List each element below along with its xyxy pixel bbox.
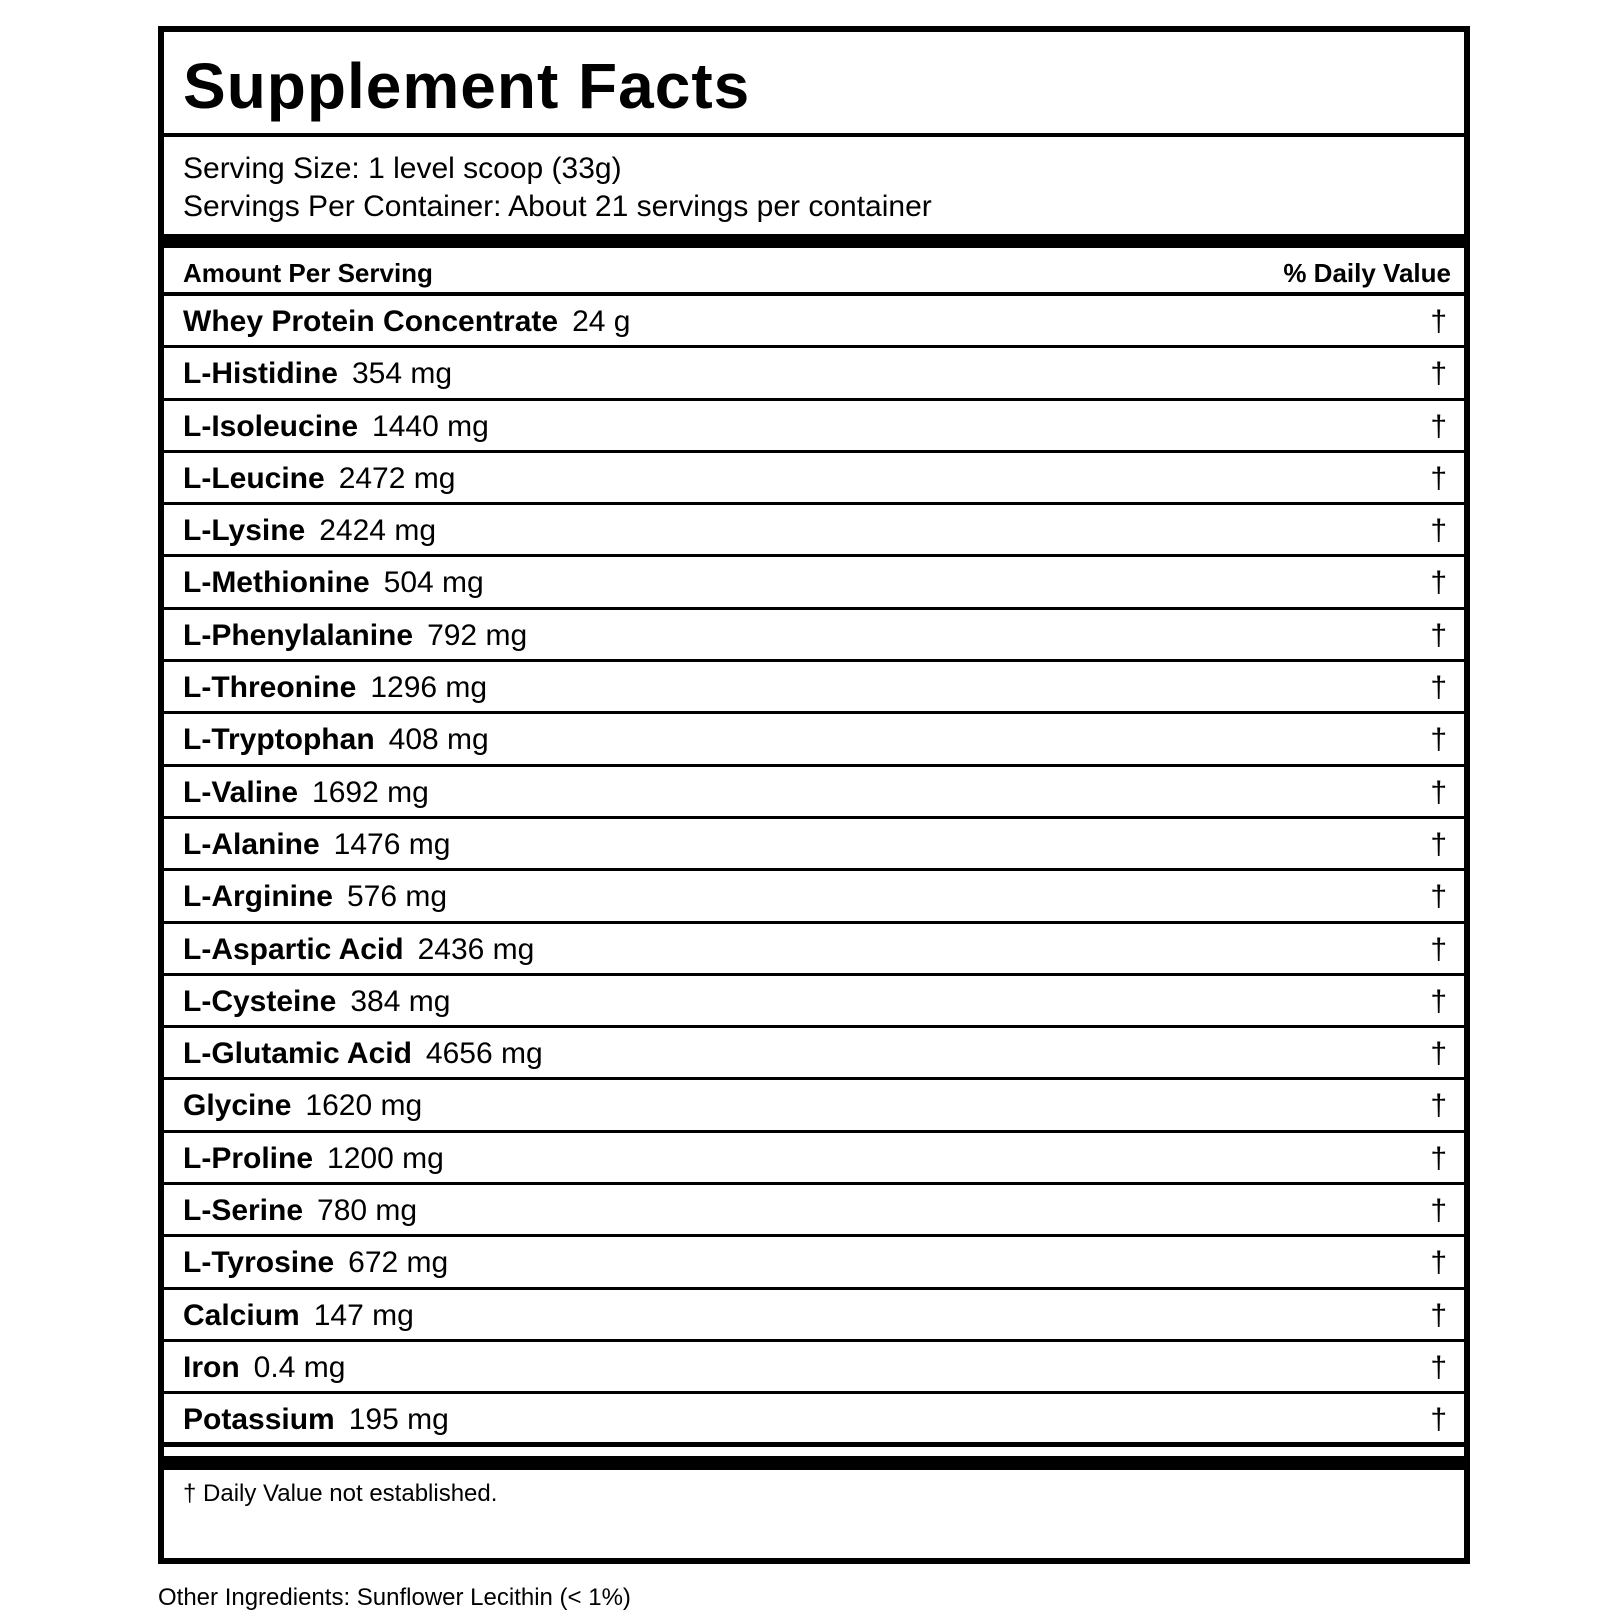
serving-size: Serving Size: 1 level scoop (33g) [183, 152, 622, 185]
nutrient-label: L-Isoleucine [183, 409, 359, 443]
daily-value-dagger: † [1430, 984, 1447, 1018]
nutrient-label: L-Arginine [183, 880, 333, 914]
table-row [164, 1080, 1464, 1132]
title-section [164, 32, 1464, 137]
nutrient-name [183, 514, 436, 548]
amount-per-serving-header: Amount Per Serving [183, 258, 433, 288]
nutrient-label: L-Leucine [183, 461, 325, 495]
nutrient-name [183, 880, 447, 914]
daily-value-dagger: † [1430, 618, 1447, 652]
nutrient-label: L-Proline [183, 1141, 314, 1175]
table-row [164, 714, 1464, 766]
servings-per-container: Servings Per Container: About 21 servings per container [183, 190, 932, 223]
nutrient-label: L-Serine [183, 1194, 304, 1228]
daily-value-dagger: † [1430, 461, 1447, 495]
nutrient-amount: 1476 mg [333, 827, 451, 861]
daily-value-dagger: † [1430, 827, 1447, 861]
nutrient-amount: 4656 mg [425, 1037, 543, 1071]
nutrient-label: L-Phenylalanine [183, 618, 414, 652]
nutrient-name [183, 1403, 449, 1437]
nutrient-amount: 2472 mg [338, 461, 456, 495]
daily-value-dagger: † [1430, 566, 1447, 600]
nutrient-label: L-Aspartic Acid [183, 932, 404, 966]
nutrient-amount: 672 mg [348, 1246, 449, 1280]
daily-value-dagger: † [1430, 932, 1447, 966]
nutrient-label: Whey Protein Concentrate [183, 305, 559, 338]
daily-value-dagger: † [1430, 723, 1447, 757]
nutrient-amount: 1620 mg [305, 1089, 423, 1123]
nutrient-label: Potassium [183, 1403, 335, 1437]
nutrient-amount: 147 mg [313, 1298, 414, 1332]
nutrient-amount: 1296 mg [370, 671, 488, 705]
nutrient-name [183, 305, 630, 339]
table-row [164, 1237, 1464, 1289]
nutrient-name [183, 985, 450, 1019]
table-row [164, 557, 1464, 609]
table-row [164, 610, 1464, 662]
daily-value-dagger: † [1430, 357, 1447, 391]
nutrient-name [183, 1037, 543, 1071]
nutrient-label: Calcium [183, 1298, 300, 1332]
nutrient-amount: 792 mg [427, 618, 528, 652]
nutrient-label: L-Tryptophan [183, 723, 375, 757]
nutrient-name [183, 410, 489, 444]
divider-thin-bottom [164, 1442, 1464, 1446]
nutrient-label: L-Lysine [183, 514, 306, 548]
table-row [164, 1394, 1464, 1446]
nutrient-label: L-Valine [183, 775, 299, 809]
footnote: † Daily Value not established. [183, 1480, 498, 1507]
table-row [164, 767, 1464, 819]
table-row [164, 1185, 1464, 1237]
table-row [164, 296, 1464, 348]
nutrient-label: Glycine [183, 1089, 292, 1123]
nutrient-name [183, 619, 527, 653]
table-row [164, 871, 1464, 923]
nutrient-name [183, 566, 484, 600]
daily-value-dagger: † [1430, 305, 1447, 338]
table-row [164, 505, 1464, 557]
daily-value-dagger: † [1430, 1194, 1447, 1228]
nutrient-amount: 408 mg [388, 723, 489, 757]
nutrient-amount: 384 mg [350, 984, 451, 1018]
nutrient-name [183, 1142, 444, 1176]
nutrient-amount: 576 mg [347, 880, 448, 914]
nutrient-label: L-Glutamic Acid [183, 1037, 412, 1071]
daily-value-dagger: † [1430, 880, 1447, 914]
nutrient-name [183, 1194, 417, 1228]
nutrient-table [164, 296, 1464, 1447]
nutrient-name [183, 1246, 448, 1280]
daily-value-header: % Daily Value [1283, 258, 1451, 288]
nutrient-amount: 1440 mg [372, 409, 489, 443]
table-row [164, 662, 1464, 714]
daily-value-dagger: † [1430, 409, 1447, 443]
daily-value-dagger: † [1430, 775, 1447, 809]
supplement-facts-panel [158, 26, 1470, 1564]
nutrient-name [183, 828, 450, 862]
nutrient-name [183, 933, 534, 967]
table-row [164, 1028, 1464, 1080]
other-ingredients: Other Ingredients: Sunflower Lecithin (< 1%) [158, 1584, 631, 1611]
serving-info [183, 150, 932, 226]
table-row [164, 1133, 1464, 1185]
table-row [164, 401, 1464, 453]
divider-thick-bottom [164, 1456, 1464, 1470]
nutrient-name [183, 357, 452, 391]
nutrient-amount: 2424 mg [319, 514, 436, 548]
nutrient-amount: 0.4 mg [253, 1350, 346, 1384]
nutrient-amount: 24 g [572, 305, 631, 338]
nutrient-amount: 354 mg [352, 357, 453, 391]
nutrient-amount: 1692 mg [312, 775, 429, 809]
panel-title: Supplement Facts [183, 50, 751, 122]
nutrient-label: L-Alanine [183, 827, 320, 861]
nutrient-label: L-Histidine [183, 357, 338, 391]
table-row [164, 453, 1464, 505]
daily-value-dagger: † [1430, 1089, 1447, 1123]
table-row [164, 924, 1464, 976]
nutrient-label: L-Tyrosine [183, 1246, 335, 1280]
nutrient-label: Iron [183, 1350, 240, 1384]
nutrient-name [183, 723, 489, 757]
nutrient-amount: 2436 mg [417, 932, 535, 966]
table-row [164, 976, 1464, 1028]
nutrient-name [183, 776, 429, 810]
nutrient-name [183, 1089, 422, 1123]
column-header-row [164, 248, 1464, 296]
nutrient-name [183, 462, 455, 496]
daily-value-dagger: † [1430, 1350, 1447, 1384]
daily-value-dagger: † [1430, 671, 1447, 705]
nutrient-label: L-Methionine [183, 566, 370, 600]
nutrient-amount: 504 mg [383, 566, 484, 600]
daily-value-dagger: † [1430, 1403, 1447, 1437]
table-row [164, 1342, 1464, 1394]
divider-thick-top [164, 234, 1464, 248]
nutrient-amount: 1200 mg [327, 1141, 444, 1175]
nutrient-amount: 195 mg [348, 1403, 449, 1437]
table-row [164, 1290, 1464, 1342]
table-row [164, 348, 1464, 400]
nutrient-name [183, 1351, 345, 1385]
nutrient-name [183, 1299, 414, 1333]
daily-value-dagger: † [1430, 1246, 1447, 1280]
daily-value-dagger: † [1430, 1141, 1447, 1175]
daily-value-dagger: † [1430, 1298, 1447, 1332]
table-row [164, 819, 1464, 871]
nutrient-label: L-Cysteine [183, 984, 337, 1018]
nutrient-amount: 780 mg [317, 1194, 418, 1228]
daily-value-dagger: † [1430, 1037, 1447, 1071]
daily-value-dagger: † [1430, 514, 1447, 548]
nutrient-name [183, 671, 487, 705]
nutrient-label: L-Threonine [183, 671, 357, 705]
